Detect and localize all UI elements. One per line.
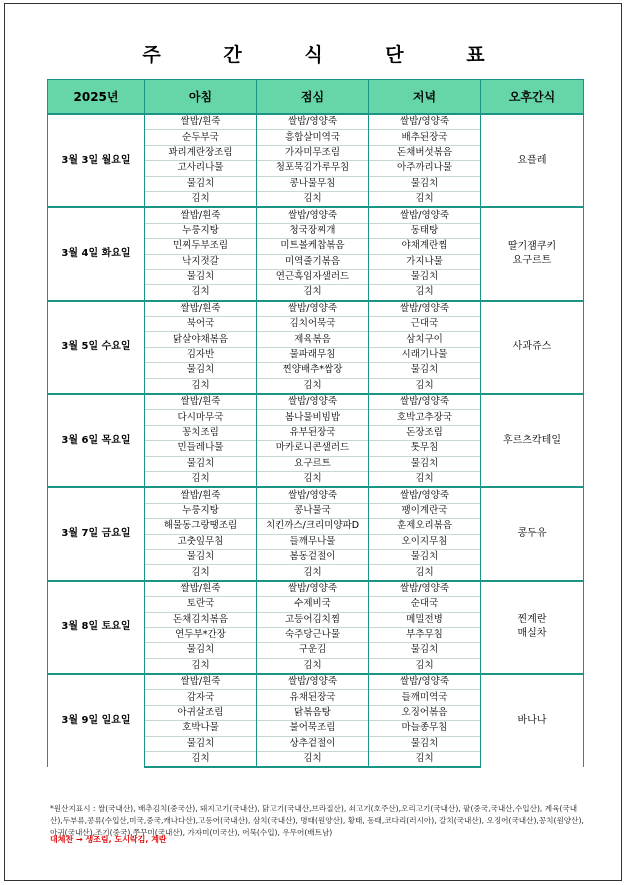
breakfast-item: 순두부국 <box>145 130 257 145</box>
lunch-item: 김치 <box>257 658 369 674</box>
lunch-item: 고등어김치찜 <box>257 612 369 627</box>
lunch-item: 김치 <box>257 378 369 394</box>
substitute-note: 대체찬 → 생조림, 도시락김, 계란 <box>50 835 167 844</box>
dinner-item: 쌀밥/영양죽 <box>369 301 481 317</box>
dinner-item: 돈장조림 <box>369 425 481 440</box>
lunch-item: 불어묵조림 <box>257 721 369 736</box>
dinner-item: 가지나물 <box>369 254 481 269</box>
lunch-item: 제육볶음 <box>257 332 369 347</box>
lunch-item: 구운김 <box>257 643 369 658</box>
snack-item: 요플레 <box>517 154 547 166</box>
breakfast-item: 감자국 <box>145 690 257 705</box>
lunch-item: 청포묵김가루무침 <box>257 161 369 176</box>
dinner-item: 물김치 <box>369 549 481 564</box>
breakfast-item: 쌀밥/흰죽 <box>145 207 257 223</box>
dinner-item: 물김치 <box>369 363 481 378</box>
snack-item: 요구르트 <box>512 255 552 267</box>
breakfast-item: 아귀살조림 <box>145 705 257 720</box>
breakfast-item: 꽁치조림 <box>145 425 257 440</box>
dinner-item: 김치 <box>369 752 481 768</box>
dinner-item: 김치 <box>369 285 481 301</box>
day-label: 3월 5일 수요일 <box>48 301 145 394</box>
menu-body <box>48 114 584 767</box>
dinner-item: 물김치 <box>369 736 481 751</box>
dinner-item: 김치 <box>369 565 481 581</box>
lunch-item: 마카로니콘샐러드 <box>257 441 369 456</box>
lunch-item: 봄나물비빔밥 <box>257 410 369 425</box>
header-lunch: 점심 <box>257 80 369 115</box>
lunch-item: 쌀밥/영양죽 <box>257 674 369 690</box>
breakfast-item: 김치 <box>145 191 257 207</box>
breakfast-item: 물김치 <box>145 643 257 658</box>
dinner-item: 순대국 <box>369 597 481 612</box>
lunch-item: 콩나물무침 <box>257 176 369 191</box>
dinner-item: 김치 <box>369 658 481 674</box>
dinner-item: 근대국 <box>369 317 481 332</box>
snack-cell <box>481 114 584 207</box>
snack-item: 후르츠칵테일 <box>503 434 561 446</box>
header-breakfast: 아침 <box>145 80 257 115</box>
dinner-item: 쌀밥/영양죽 <box>369 207 481 223</box>
snack-cell <box>481 394 584 487</box>
dinner-item: 야채계란찜 <box>369 239 481 254</box>
lunch-item: 쌀밥/영양죽 <box>257 394 369 410</box>
dinner-item: 김치 <box>369 378 481 394</box>
lunch-item: 김치 <box>257 471 369 487</box>
header-dinner: 저녁 <box>369 80 481 115</box>
lunch-item: 수제비국 <box>257 597 369 612</box>
breakfast-item: 김치 <box>145 752 257 768</box>
lunch-item: 봄동겉절이 <box>257 549 369 564</box>
breakfast-item: 쌀밥/흰죽 <box>145 487 257 503</box>
dinner-item: 마늘종무침 <box>369 721 481 736</box>
breakfast-item: 물김치 <box>145 176 257 191</box>
menu-row <box>48 394 584 410</box>
dinner-item: 물김치 <box>369 176 481 191</box>
lunch-item: 유부된장국 <box>257 425 369 440</box>
day-label: 3월 8일 토요일 <box>48 581 145 674</box>
menu-row <box>48 114 584 130</box>
page-title: 주 간 식 단 표 <box>142 44 513 66</box>
day-label: 3월 7일 금요일 <box>48 487 145 580</box>
lunch-item: 청국장찌개 <box>257 223 369 238</box>
dinner-item: 동태탕 <box>369 223 481 238</box>
breakfast-item: 호박나물 <box>145 721 257 736</box>
breakfast-item: 물김치 <box>145 736 257 751</box>
lunch-item: 미트볼케찹볶음 <box>257 239 369 254</box>
lunch-item: 물파래무침 <box>257 347 369 362</box>
lunch-item: 쌀밥/영양죽 <box>257 301 369 317</box>
dinner-item: 배추된장국 <box>369 130 481 145</box>
weekly-menu-table <box>47 79 584 768</box>
breakfast-item: 닭살야채볶음 <box>145 332 257 347</box>
lunch-item: 닭볶음탕 <box>257 705 369 720</box>
dinner-item: 오이지무침 <box>369 534 481 549</box>
breakfast-item: 김치 <box>145 658 257 674</box>
dinner-item: 메밀전병 <box>369 612 481 627</box>
lunch-item: 쌀밥/영양죽 <box>257 207 369 223</box>
dinner-item: 쌀밥/영양죽 <box>369 674 481 690</box>
breakfast-item: 물김치 <box>145 549 257 564</box>
breakfast-item: 물김치 <box>145 363 257 378</box>
dinner-item: 아주까리나물 <box>369 161 481 176</box>
breakfast-item: 해물동그랑땡조림 <box>145 519 257 534</box>
breakfast-item: 쌀밥/흰죽 <box>145 301 257 317</box>
lunch-item: 숙주당근나물 <box>257 627 369 642</box>
dinner-item: 쌀밥/영양죽 <box>369 394 481 410</box>
lunch-item: 연근흑임자샐러드 <box>257 269 369 284</box>
lunch-item: 콩나물국 <box>257 503 369 518</box>
header-row <box>48 80 584 115</box>
menu-row <box>48 487 584 503</box>
lunch-item: 쌀밥/영양죽 <box>257 581 369 597</box>
dinner-item: 훈제오리볶음 <box>369 519 481 534</box>
dinner-item: 쌀밥/영양죽 <box>369 487 481 503</box>
lunch-item: 쌀밥/영양죽 <box>257 487 369 503</box>
dinner-item: 들깨미역국 <box>369 690 481 705</box>
lunch-item: 찐양배추*쌈장 <box>257 363 369 378</box>
breakfast-item: 고사리나물 <box>145 161 257 176</box>
dinner-item: 김치 <box>369 471 481 487</box>
breakfast-item: 누룽지탕 <box>145 223 257 238</box>
day-label: 3월 6일 목요일 <box>48 394 145 487</box>
menu-row <box>48 581 584 597</box>
lunch-item: 유채된장국 <box>257 690 369 705</box>
lunch-item: 상추겉절이 <box>257 736 369 751</box>
breakfast-item: 쌀밥/흰죽 <box>145 581 257 597</box>
header-year: 2025년 <box>48 80 145 115</box>
breakfast-item: 고춧잎무침 <box>145 534 257 549</box>
snack-cell <box>481 207 584 300</box>
breakfast-item: 민찌두부조림 <box>145 239 257 254</box>
lunch-item: 쌀밥/영양죽 <box>257 114 369 130</box>
breakfast-item: 토란국 <box>145 597 257 612</box>
snack-item: 콩두유 <box>517 528 547 540</box>
breakfast-item: 꽈리계란장조림 <box>145 145 257 160</box>
snack-cell <box>481 674 584 767</box>
snack-item: 바나나 <box>517 715 547 727</box>
lunch-item: 김치 <box>257 285 369 301</box>
breakfast-item: 김치 <box>145 378 257 394</box>
menu-row <box>48 674 584 690</box>
snack-item: 매실차 <box>517 628 547 640</box>
breakfast-item: 김치 <box>145 471 257 487</box>
dinner-item: 쌀밥/영양죽 <box>369 114 481 130</box>
lunch-item: 김치 <box>257 565 369 581</box>
breakfast-item: 김자반 <box>145 347 257 362</box>
day-label: 3월 9일 일요일 <box>48 674 145 767</box>
lunch-item: 요구르트 <box>257 456 369 471</box>
lunch-item: 가자미무조림 <box>257 145 369 160</box>
header-snack: 오후간식 <box>481 80 584 115</box>
lunch-item: 김치 <box>257 752 369 768</box>
day-label: 3월 4일 화요일 <box>48 207 145 300</box>
breakfast-item: 다시마무국 <box>145 410 257 425</box>
snack-item: 찐계란 <box>517 614 547 626</box>
dinner-item: 물김치 <box>369 643 481 658</box>
day-label: 3월 3일 월요일 <box>48 114 145 207</box>
breakfast-item: 돈채김치볶음 <box>145 612 257 627</box>
lunch-item: 김치 <box>257 191 369 207</box>
breakfast-item: 낙지젓갈 <box>145 254 257 269</box>
breakfast-item: 물김치 <box>145 269 257 284</box>
dinner-item: 오징어볶음 <box>369 705 481 720</box>
lunch-item: 흥합살미역국 <box>257 130 369 145</box>
dinner-item: 팽이계란국 <box>369 503 481 518</box>
breakfast-item: 민들레나물 <box>145 441 257 456</box>
dinner-item: 쌀밥/영양죽 <box>369 581 481 597</box>
dinner-item: 톳무침 <box>369 441 481 456</box>
lunch-item: 치킨까스/크리미양파D <box>257 519 369 534</box>
breakfast-item: 김치 <box>145 285 257 301</box>
breakfast-item: 쌀밥/흰죽 <box>145 394 257 410</box>
dinner-item: 물김치 <box>369 269 481 284</box>
dinner-item: 김치 <box>369 191 481 207</box>
breakfast-item: 북어국 <box>145 317 257 332</box>
dinner-item: 호박고추장국 <box>369 410 481 425</box>
breakfast-item: 김치 <box>145 565 257 581</box>
breakfast-item: 물김치 <box>145 456 257 471</box>
lunch-item: 김치어묵국 <box>257 317 369 332</box>
snack-item: 딸기잼쿠키 <box>507 241 557 253</box>
breakfast-item: 누룽지탕 <box>145 503 257 518</box>
dinner-item: 돈채버섯볶음 <box>369 145 481 160</box>
breakfast-item: 연두부*간장 <box>145 627 257 642</box>
snack-cell <box>481 581 584 674</box>
dinner-item: 시래기나물 <box>369 347 481 362</box>
breakfast-item: 쌀밥/흰죽 <box>145 114 257 130</box>
snack-cell <box>481 301 584 394</box>
lunch-item: 미역줄기볶음 <box>257 254 369 269</box>
menu-row <box>48 301 584 317</box>
snack-item: 사과쥬스 <box>512 341 552 353</box>
origin-note: *원산지표시 : 쌀(국내산), 배추김치(중국산), 돼지고기(국내산), 닭고기(국내산,브라질산), 쇠고기(호주산),오리고기(국내산), 팥(중국,국내산,수입산), 계육(국내산),두부류,콩류(수입산,미국,중국,캐나다산),고등어(국내산), 삼치(국내산), 명태(원양산), 황태, 동태,코다리(러시아), 갈치(국내산), 오징어(국내산),꽁치(원양산),아귀(국내산),조기(중국),쭈꾸미(국내산), 가자미(미국산), 어묵(수입), 우무어(배트남) <box>50 804 584 837</box>
dinner-item: 물김치 <box>369 456 481 471</box>
breakfast-item: 쌀밥/흰죽 <box>145 674 257 690</box>
lunch-item: 들깨무나물 <box>257 534 369 549</box>
dinner-item: 삼치구이 <box>369 332 481 347</box>
menu-row <box>48 207 584 223</box>
dinner-item: 부추무침 <box>369 627 481 642</box>
snack-cell <box>481 487 584 580</box>
